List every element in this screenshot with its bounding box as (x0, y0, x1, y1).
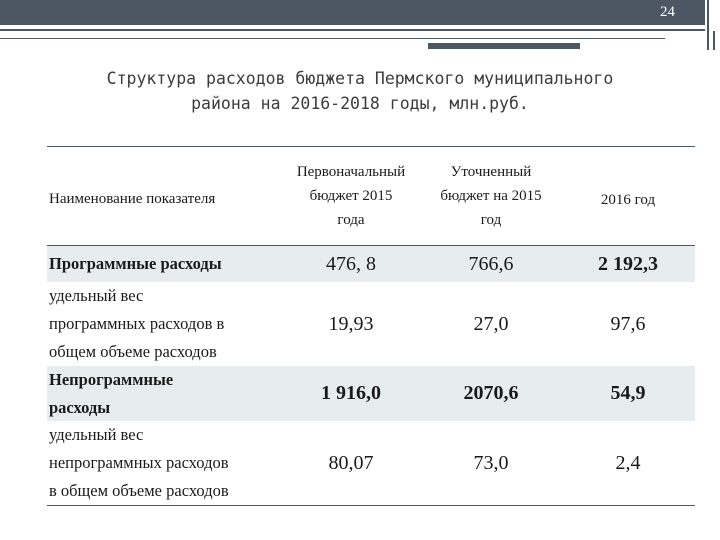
row-label: удельный вес непрограммных расходов в общем объеме расходов (49, 425, 229, 500)
cell-revised: 27,0 (473, 312, 509, 335)
row-label: удельный вес программных расходов в общем объеме расходов (49, 286, 225, 361)
title-line-2: района на 2016-2018 годы, млн.руб. (191, 94, 529, 113)
header-accent-bar (428, 43, 580, 49)
cell-2016: 2,4 (615, 451, 641, 474)
budget-table (47, 146, 695, 506)
cell-2016: 97,6 (610, 312, 646, 335)
cell-initial: 19,93 (328, 312, 374, 335)
cell-revised: 73,0 (473, 451, 509, 474)
table-row (47, 282, 695, 366)
header-initial-budget: Первоначальный бюджет 2015 года (296, 164, 406, 228)
slide-title (40, 66, 680, 116)
row-label: Непрограммные расходы (49, 369, 174, 417)
cell-initial: 476, 8 (326, 252, 376, 275)
header-revised-budget: Уточненный бюджет на 2015 год (440, 164, 542, 228)
header-divider (0, 29, 705, 31)
cell-initial: 80,07 (328, 451, 374, 474)
page-number: 24 (660, 4, 675, 20)
cell-2016: 2 192,3 (598, 252, 658, 275)
header-2016: 2016 год (600, 192, 656, 208)
edge-decoration (707, 0, 709, 50)
cell-revised: 766,6 (468, 252, 514, 275)
top-banner (0, 0, 705, 25)
table-header-row (47, 147, 695, 246)
header-indicator: Наименование показателя (49, 190, 216, 207)
table-row (47, 421, 695, 505)
cell-2016: 54,9 (610, 382, 646, 404)
header-divider-thin (0, 38, 665, 39)
cell-initial: 1 916,0 (321, 382, 381, 404)
title-line-1: Структура расходов бюджета Пермского муниципального (106, 69, 614, 88)
edge-decoration (713, 31, 715, 50)
cell-revised: 2070,6 (463, 382, 519, 404)
table-row (47, 246, 695, 282)
table-row (47, 366, 695, 421)
row-label: Программные расходы (49, 254, 222, 273)
